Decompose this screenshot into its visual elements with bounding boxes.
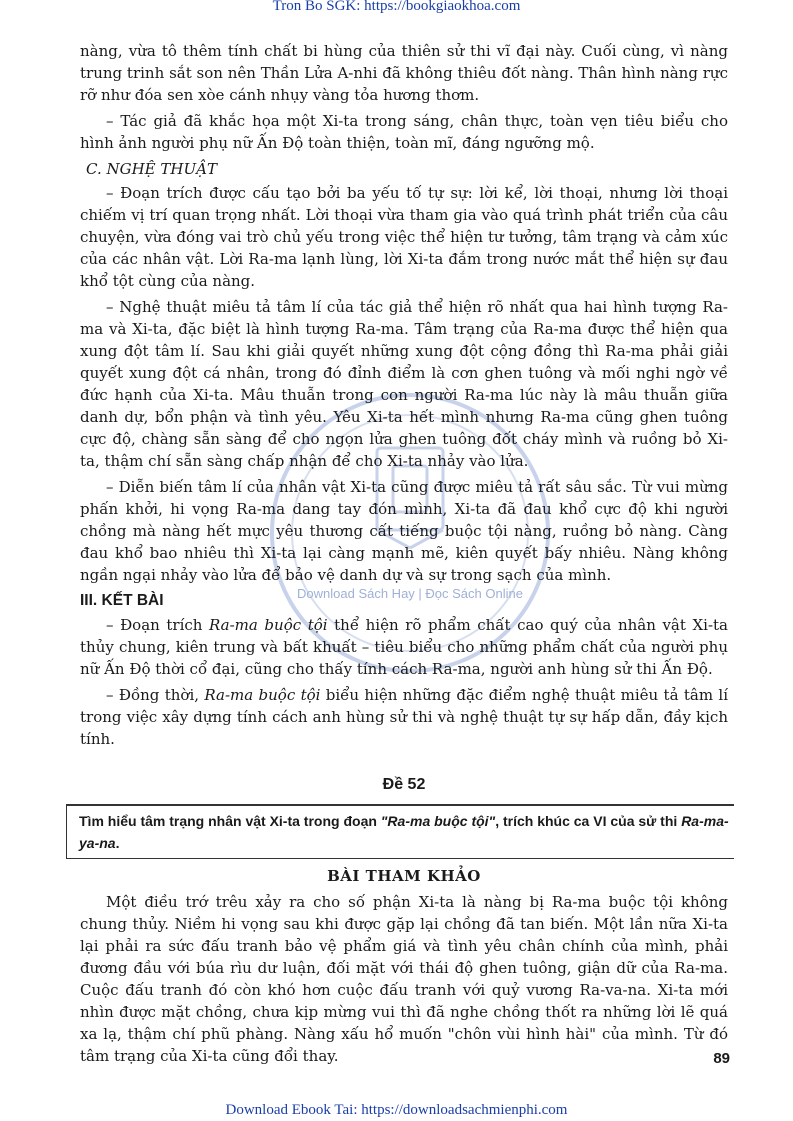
work-title: Ra-ma buộc tội [209,616,328,634]
paragraph: – Tác giả đã khắc họa một Xi-ta trong sáng, chân thực, toàn vẹn tiêu biểu cho hình ảnh người phụ nữ Ấn Độ toàn thiện, toàn mĩ, đáng ngưỡng mộ. [80,112,728,152]
work-title: Ra-ma-ya-na [79,813,729,851]
paragraph [80,614,728,680]
exercise-title: Đề 52 [382,776,426,793]
text-run: biểu hiện những đặc điểm nghệ thuật miêu tả tâm lí trong việc xây dựng tính cách anh hùng sử thi và nghệ thuật tự sự hấp dẫn, đầy kịch tính. [80,686,728,748]
section-heading-nghe-thuat: C. NGHỆ THUẬT [86,160,217,178]
page-content [80,40,728,1071]
header-download-link[interactable]: Tron Bo SGK: https://bookgiaokhoa.com [272,0,521,14]
paragraph: – Nghệ thuật miêu tả tâm lí của tác giả thể hiện rõ nhất qua hai hình tượng Ra-ma và Xi-ta, đặc biệt là hình tượng Ra-ma. Tâm trạng của Ra-ma được thể hiện qua xung đột tâm lí. Sau khi giải quyết những xung đột cộng đồng thì Ra-ma phải giải quyết xung đột cá nhân, trong đó đỉnh điểm là cơn ghen tuông và mối nghi ngờ về đức hạnh của Xi-ta. Mâu thuẫn trong con người Ra-ma lúc này là mâu thuẫn giữa danh dự, bổn phận và tình yêu. Yêu Xi-ta hết mình nhưng Ra-ma cũng ghen tuông cực độ, chàng sẵn sàng để cho ngọn lửa ghen tuông đốt cháy mình và ruồng bỏ Xi-ta, thậm chí sẵn sàng chấp nhận để cho Xi-ta nhảy vào lửa. [80,298,728,470]
section-heading-ket-bai: III. KẾT BÀI [80,592,164,609]
text-run: – Đồng thời, [106,686,205,704]
watermark-text: Download Sách Hay | Đọc Sách Online [297,586,523,601]
text-run: – Đoạn trích [106,616,210,634]
text-run: , trích khúc ca VI của sử thi [495,813,682,829]
paragraph: nàng, vừa tô thêm tính chất bi hùng của thiên sử thi vĩ đại này. Cuối cùng, vì nàng trung trinh sắt son nên Thần Lửa A-nhi đã không thiêu đốt nàng. Thân hình nàng rực rỡ như đóa sen xòe cánh nhụy vàng tỏa hương thơm. [80,42,728,104]
paragraph: Một điều trớ trêu xảy ra cho số phận Xi-ta là nàng bị Ra-ma buộc tội không chung thủy. Niềm hi vọng sau khi được gặp lại chồng đã tan biến. Một lần nữa Xi-ta lại phải ra sức đấu tranh bảo vệ phẩm giá và tình yêu chân chính của mình, phải đương đầu với búa rìu dư luận, đối mặt với thái độ ghen tuông, giận dữ của Ra-ma. Cuộc đấu tranh đó còn khó hơn cuộc đấu tranh với quỷ vương Ra-va-na. Xi-ta mới nhìn được mặt chồng, chưa kịp mừng vui thì đã nghe chồng thốt ra những lời lẽ quá xa lạ, thậm chí phũ phàng. Nàng xấu hổ muốn "chôn vùi hình hài" của mình. Từ đó tâm trạng của Xi-ta cũng đổi thay. [80,893,728,1065]
text-run: thể hiện rõ phẩm chất cao quý của nhân vật Xi-ta thủy chung, kiên trung và bất khuất – tiêu biểu cho những phẩm chất của người phụ nữ Ấn Độ thời cổ đại, cũng cho thấy tính cách Ra-ma, người anh hùng sử thi Ấn Độ. [80,616,728,678]
text-run: . [115,835,120,851]
paragraph [80,684,728,750]
footer-download-link[interactable]: Download Ebook Tai: https://downloadsachmienphi.com [225,1102,568,1118]
paragraph: – Diễn biến tâm lí của nhân vật Xi-ta cũng được miêu tả rất sâu sắc. Từ vui mừng phấn khởi, hi vọng Ra-ma dang tay đón mình, Xi-ta đã đau khổ cực độ khi người chồng mà nàng hết mực yêu thương cất tiếng buộc tội nàng, ruồng bỏ nàng. Càng đau khổ bao nhiêu thì Xi-ta lại càng mạnh mẽ, kiên quyết bấy nhiêu. Nàng không ngần ngại nhảy vào lửa để bảo vệ danh dự và sự trong sạch của mình. [80,478,728,584]
reference-heading: BÀI THAM KHẢO [327,867,481,885]
paragraph: – Đoạn trích được cấu tạo bởi ba yếu tố tự sự: lời kể, lời thoại, nhưng lời thoại chiếm vị trí quan trọng nhất. Lời thoại vừa tham gia vào quá trình phát triển của câu chuyện, vừa đóng vai trò chủ yếu trong việc thể hiện tư tưởng, tâm trạng và cảm xúc của các nhân vật. Lời Ra-ma lạnh lùng, lời Xi-ta đắm trong nước mắt thể hiện sự đau khổ tột cùng của nàng. [80,184,728,290]
text-run: Tìm hiểu tâm trạng nhân vật Xi-ta trong đoạn [79,813,381,829]
work-title: Ra-ma buộc tội [204,686,321,704]
page-number: 89 [713,1050,730,1067]
work-title: "Ra-ma buộc tội" [380,813,496,829]
exercise-prompt-box [66,804,734,859]
